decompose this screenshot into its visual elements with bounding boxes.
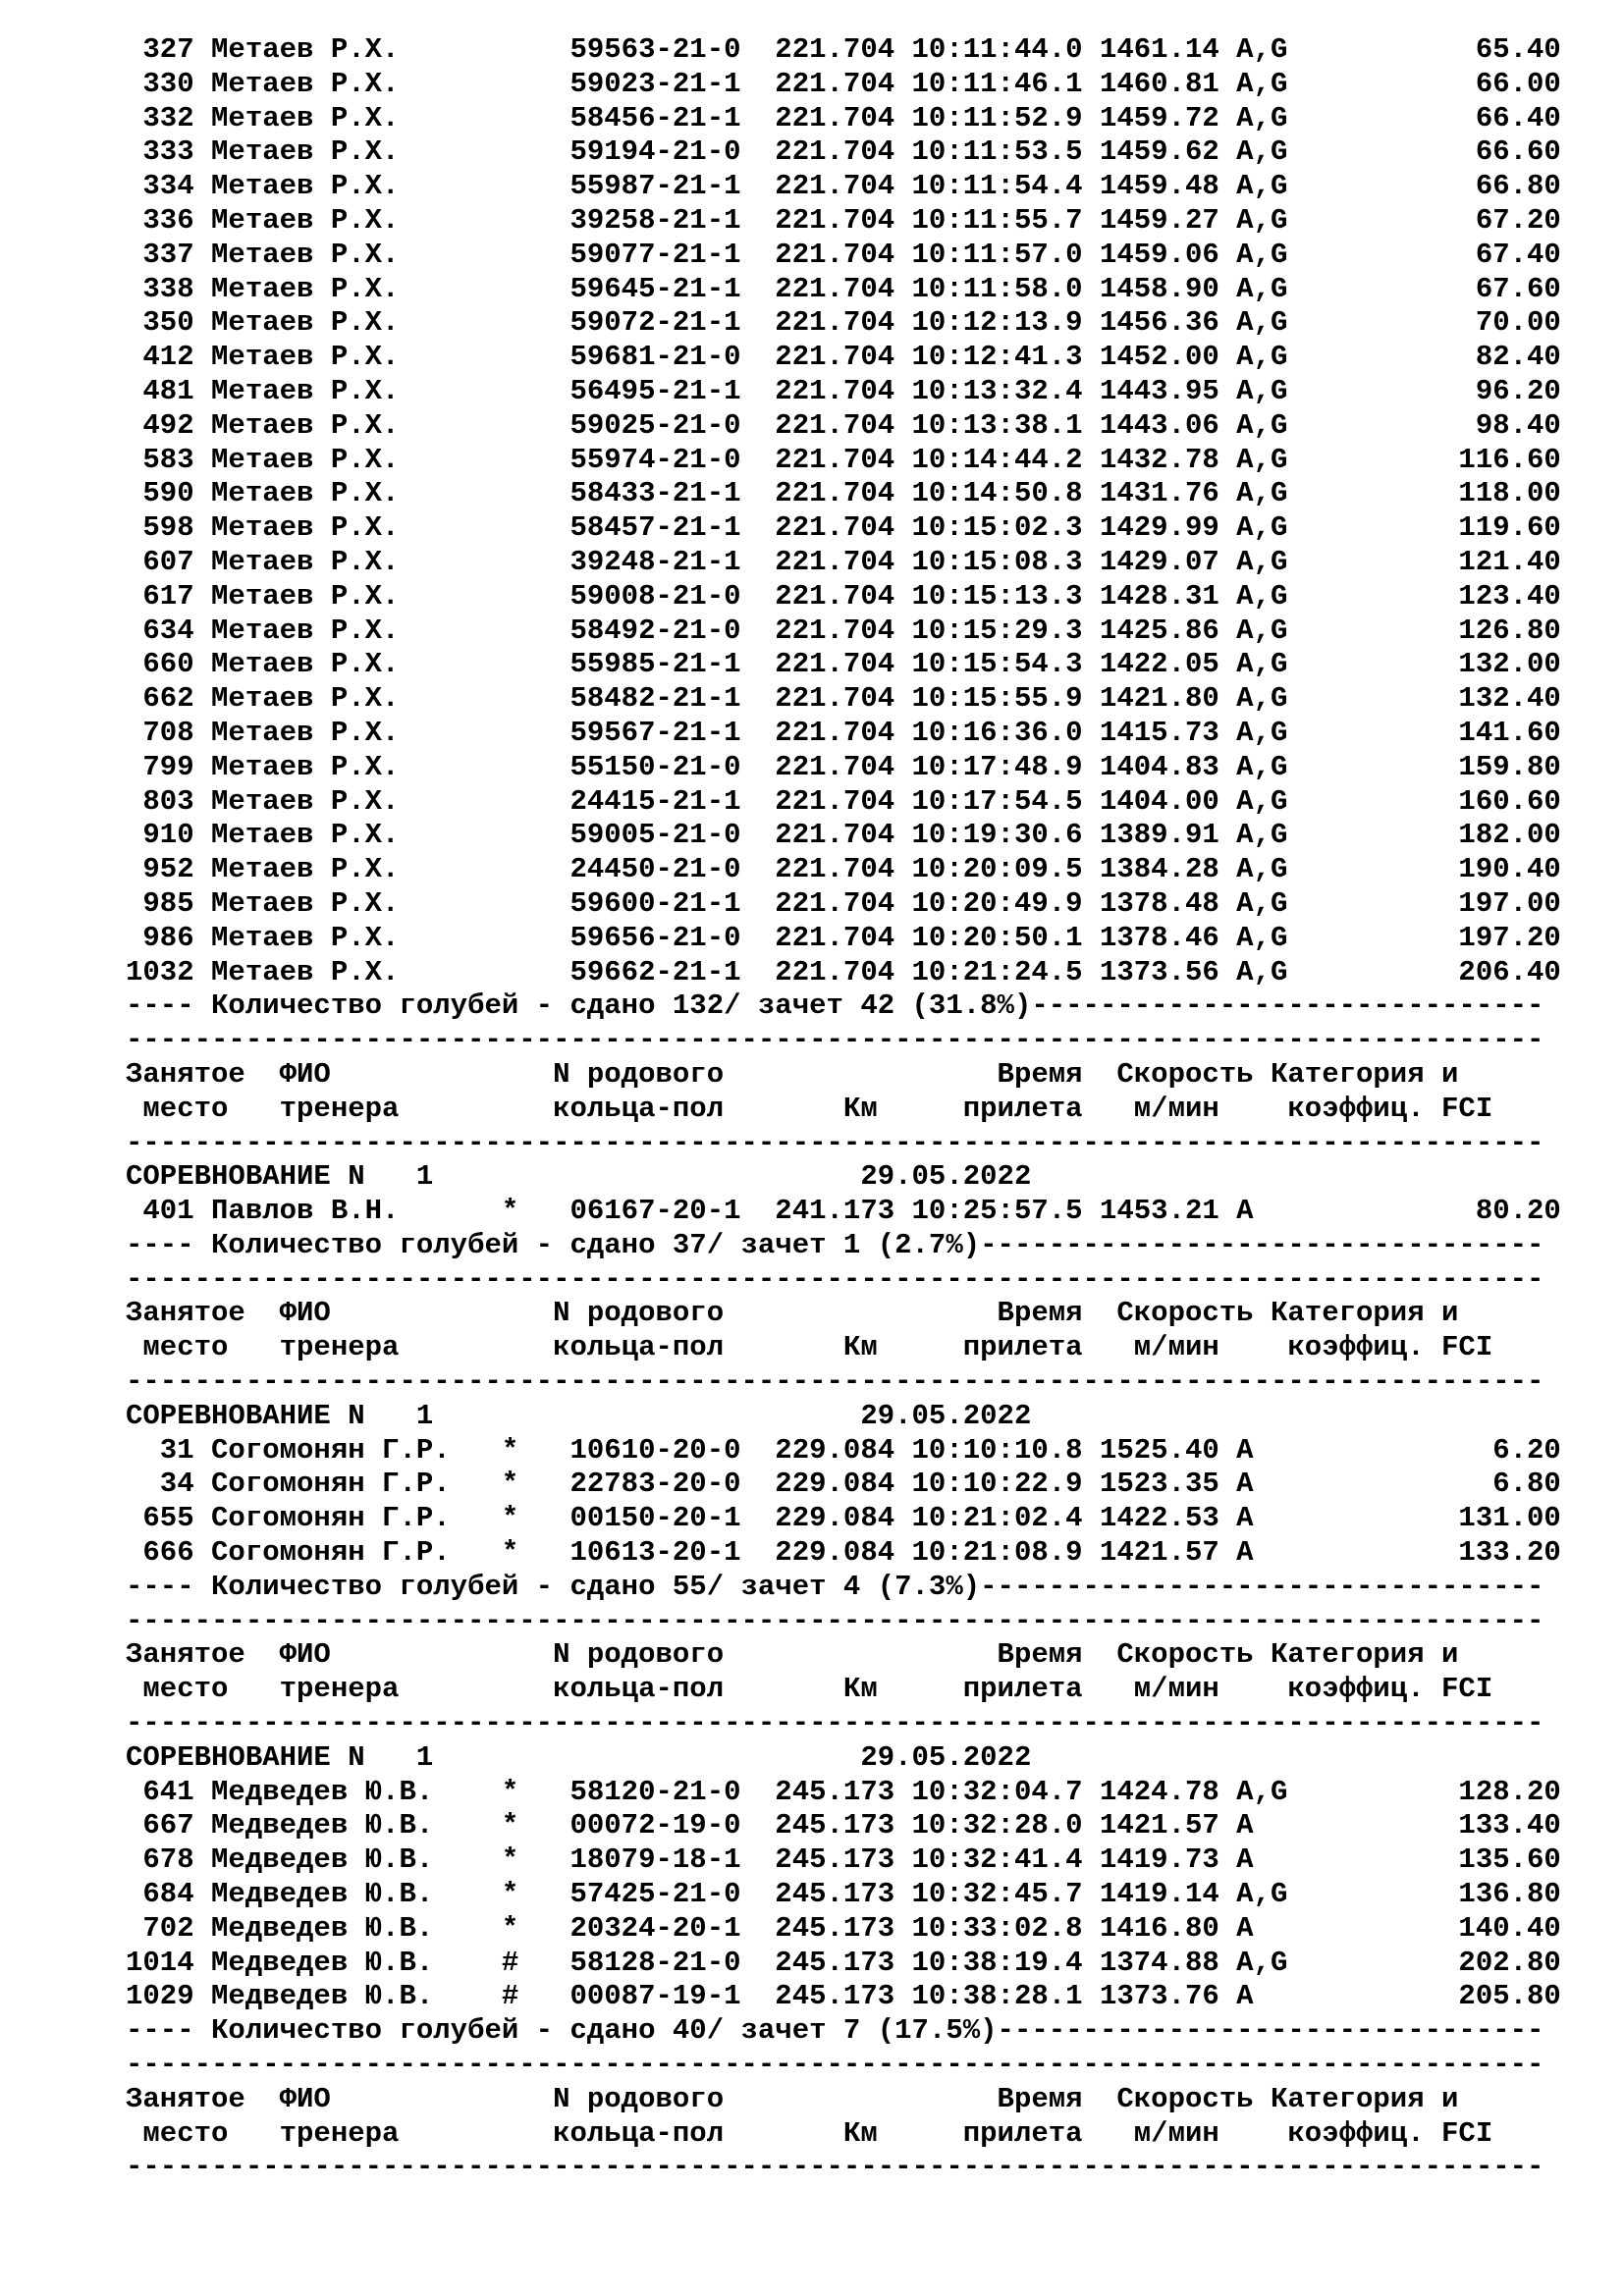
divider: ----------------------------------------------------------------------------------- <box>126 2151 1544 2184</box>
result-row: 986 Метаев Р.Х. 59656-21-0 221.704 10:20:50.1 1378.46 A,G 197.20 <box>126 921 1561 954</box>
column-header-row-2: место тренера кольца-пол Км прилета м/мин коэффиц. FCI <box>126 2116 1493 2150</box>
column-header-row-2: место тренера кольца-пол Км прилета м/мин коэффиц. FCI <box>126 1092 1493 1125</box>
result-row: 583 Метаев Р.Х. 55974-21-0 221.704 10:14:44.2 1432.78 A,G 116.60 <box>126 443 1561 476</box>
result-row: 481 Метаев Р.Х. 56495-21-1 221.704 10:13:32.4 1443.95 A,G 96.20 <box>126 374 1561 407</box>
divider: ----------------------------------------------------------------------------------- <box>126 1126 1544 1159</box>
result-row: 330 Метаев Р.Х. 59023-21-1 221.704 10:11:46.1 1460.81 A,G 66.00 <box>126 67 1561 100</box>
result-row: 799 Метаев Р.Х. 55150-21-0 221.704 10:17:48.9 1404.83 A,G 159.80 <box>126 750 1561 783</box>
result-row: 617 Метаев Р.Х. 59008-21-0 221.704 10:15:13.3 1428.31 A,G 123.40 <box>126 579 1561 613</box>
result-row: 1032 Метаев Р.Х. 59662-21-1 221.704 10:21:24.5 1373.56 A,G 206.40 <box>126 955 1561 988</box>
result-row: 1014 Медведев Ю.В. # 58128-21-0 245.173 10:38:19.4 1374.88 A,G 202.80 <box>126 1946 1561 1979</box>
result-row: 412 Метаев Р.Х. 59681-21-0 221.704 10:12:41.3 1452.00 A,G 82.40 <box>126 341 1561 374</box>
result-row: 334 Метаев Р.Х. 55987-21-1 221.704 10:11:54.4 1459.48 A,G 66.80 <box>126 170 1561 203</box>
result-row: 952 Метаев Р.Х. 24450-21-0 221.704 10:20:09.5 1384.28 A,G 190.40 <box>126 853 1561 886</box>
result-row: 338 Метаев Р.Х. 59645-21-1 221.704 10:11:58.0 1458.90 A,G 67.60 <box>126 272 1561 305</box>
competition-line: СОРЕВНОВАНИЕ N 1 29.05.2022 <box>126 1160 1032 1194</box>
column-header-row-1: Занятое ФИО N родового Время Скорость Категория и <box>126 1638 1459 1672</box>
result-row: 684 Медведев Ю.В. * 57425-21-0 245.173 10:32:45.7 1419.14 A,G 136.80 <box>126 1878 1561 1911</box>
result-row: 985 Метаев Р.Х. 59600-21-1 221.704 10:20:49.9 1378.48 A,G 197.00 <box>126 886 1561 920</box>
column-header-row-2: место тренера кольца-пол Км прилета м/мин коэффиц. FCI <box>126 1331 1493 1364</box>
result-row: 492 Метаев Р.Х. 59025-21-0 221.704 10:13:38.1 1443.06 A,G 98.40 <box>126 408 1561 442</box>
divider: ----------------------------------------------------------------------------------- <box>126 1604 1544 1637</box>
result-row: 655 Согомонян Г.Р. * 00150-20-1 229.084 10:21:02.4 1422.53 A 131.00 <box>126 1502 1561 1535</box>
column-header-row-1: Занятое ФИО N родового Время Скорость Категория и <box>126 1297 1459 1330</box>
column-header-row-2: место тренера кольца-пол Км прилета м/мин коэффиц. FCI <box>126 1673 1493 1706</box>
result-row: 708 Метаев Р.Х. 59567-21-1 221.704 10:16:36.0 1415.73 A,G 141.60 <box>126 716 1561 749</box>
summary-line: ---- Количество голубей - сдано 55/ зачет 4 (7.3%)--------------------------------- <box>126 1570 1544 1603</box>
competition-line: СОРЕВНОВАНИЕ N 1 29.05.2022 <box>126 1740 1032 1774</box>
divider: ----------------------------------------------------------------------------------- <box>126 1262 1544 1296</box>
result-row: 590 Метаев Р.Х. 58433-21-1 221.704 10:14:50.8 1431.76 A,G 118.00 <box>126 477 1561 510</box>
column-header-row-1: Занятое ФИО N родового Время Скорость Категория и <box>126 2082 1459 2115</box>
summary-line: ---- Количество голубей - сдано 37/ зачет 1 (2.7%)--------------------------------- <box>126 1228 1544 1261</box>
divider: ----------------------------------------------------------------------------------- <box>126 1707 1544 1740</box>
result-row: 333 Метаев Р.Х. 59194-21-0 221.704 10:11:53.5 1459.62 A,G 66.60 <box>126 135 1561 169</box>
result-row: 337 Метаев Р.Х. 59077-21-1 221.704 10:11:57.0 1459.06 A,G 67.40 <box>126 238 1561 271</box>
result-row: 803 Метаев Р.Х. 24415-21-1 221.704 10:17:54.5 1404.00 A,G 160.60 <box>126 784 1561 818</box>
result-row: 350 Метаев Р.Х. 59072-21-1 221.704 10:12:13.9 1456.36 A,G 70.00 <box>126 306 1561 340</box>
summary-line: ---- Количество голубей - сдано 40/ зачет 7 (17.5%)-------------------------------- <box>126 2014 1544 2048</box>
result-row: 660 Метаев Р.Х. 55985-21-1 221.704 10:15:54.3 1422.05 A,G 132.00 <box>126 648 1561 681</box>
result-row: 31 Согомонян Г.Р. * 10610-20-0 229.084 10:10:10.8 1525.40 A 6.20 <box>126 1433 1561 1467</box>
result-row: 598 Метаев Р.Х. 58457-21-1 221.704 10:15:02.3 1429.99 A,G 119.60 <box>126 511 1561 545</box>
result-row: 910 Метаев Р.Х. 59005-21-0 221.704 10:19:30.6 1389.91 A,G 182.00 <box>126 819 1561 852</box>
result-row: 401 Павлов В.Н. * 06167-20-1 241.173 10:25:57.5 1453.21 A 80.20 <box>126 1195 1561 1228</box>
result-row: 34 Согомонян Г.Р. * 22783-20-0 229.084 10:10:22.9 1523.35 A 6.80 <box>126 1468 1561 1501</box>
divider: ----------------------------------------------------------------------------------- <box>126 1024 1544 1057</box>
result-row: 634 Метаев Р.Х. 58492-21-0 221.704 10:15:29.3 1425.86 A,G 126.80 <box>126 614 1561 647</box>
result-row: 327 Метаев Р.Х. 59563-21-0 221.704 10:11:44.0 1461.14 A,G 65.40 <box>126 33 1561 66</box>
divider: ----------------------------------------------------------------------------------- <box>126 1365 1544 1399</box>
result-row: 607 Метаев Р.Х. 39248-21-1 221.704 10:15:08.3 1429.07 A,G 121.40 <box>126 545 1561 578</box>
result-row: 1029 Медведев Ю.В. # 00087-19-1 245.173 10:38:28.1 1373.76 A 205.80 <box>126 1980 1561 2013</box>
result-row: 641 Медведев Ю.В. * 58120-21-0 245.173 10:32:04.7 1424.78 A,G 128.20 <box>126 1775 1561 1808</box>
result-row: 667 Медведев Ю.В. * 00072-19-0 245.173 10:32:28.0 1421.57 A 133.40 <box>126 1809 1561 1842</box>
result-row: 336 Метаев Р.Х. 39258-21-1 221.704 10:11:55.7 1459.27 A,G 67.20 <box>126 203 1561 237</box>
result-row: 702 Медведев Ю.В. * 20324-20-1 245.173 10:33:02.8 1416.80 A 140.40 <box>126 1911 1561 1945</box>
result-row: 332 Метаев Р.Х. 58456-21-1 221.704 10:11:52.9 1459.72 A,G 66.40 <box>126 101 1561 134</box>
column-header-row-1: Занятое ФИО N родового Время Скорость Категория и <box>126 1057 1459 1091</box>
result-row: 662 Метаев Р.Х. 58482-21-1 221.704 10:15:55.9 1421.80 A,G 132.40 <box>126 682 1561 716</box>
result-row: 678 Медведев Ю.В. * 18079-18-1 245.173 10:32:41.4 1419.73 A 135.60 <box>126 1843 1561 1877</box>
competition-line: СОРЕВНОВАНИЕ N 1 29.05.2022 <box>126 1399 1032 1432</box>
summary-line: ---- Количество голубей - сдано 132/ зачет 42 (31.8%)------------------------------ <box>126 989 1544 1023</box>
divider: ----------------------------------------------------------------------------------- <box>126 2049 1544 2082</box>
result-row: 666 Согомонян Г.Р. * 10613-20-1 229.084 10:21:08.9 1421.57 A 133.20 <box>126 1536 1561 1570</box>
results-document <box>126 33 1598 2185</box>
